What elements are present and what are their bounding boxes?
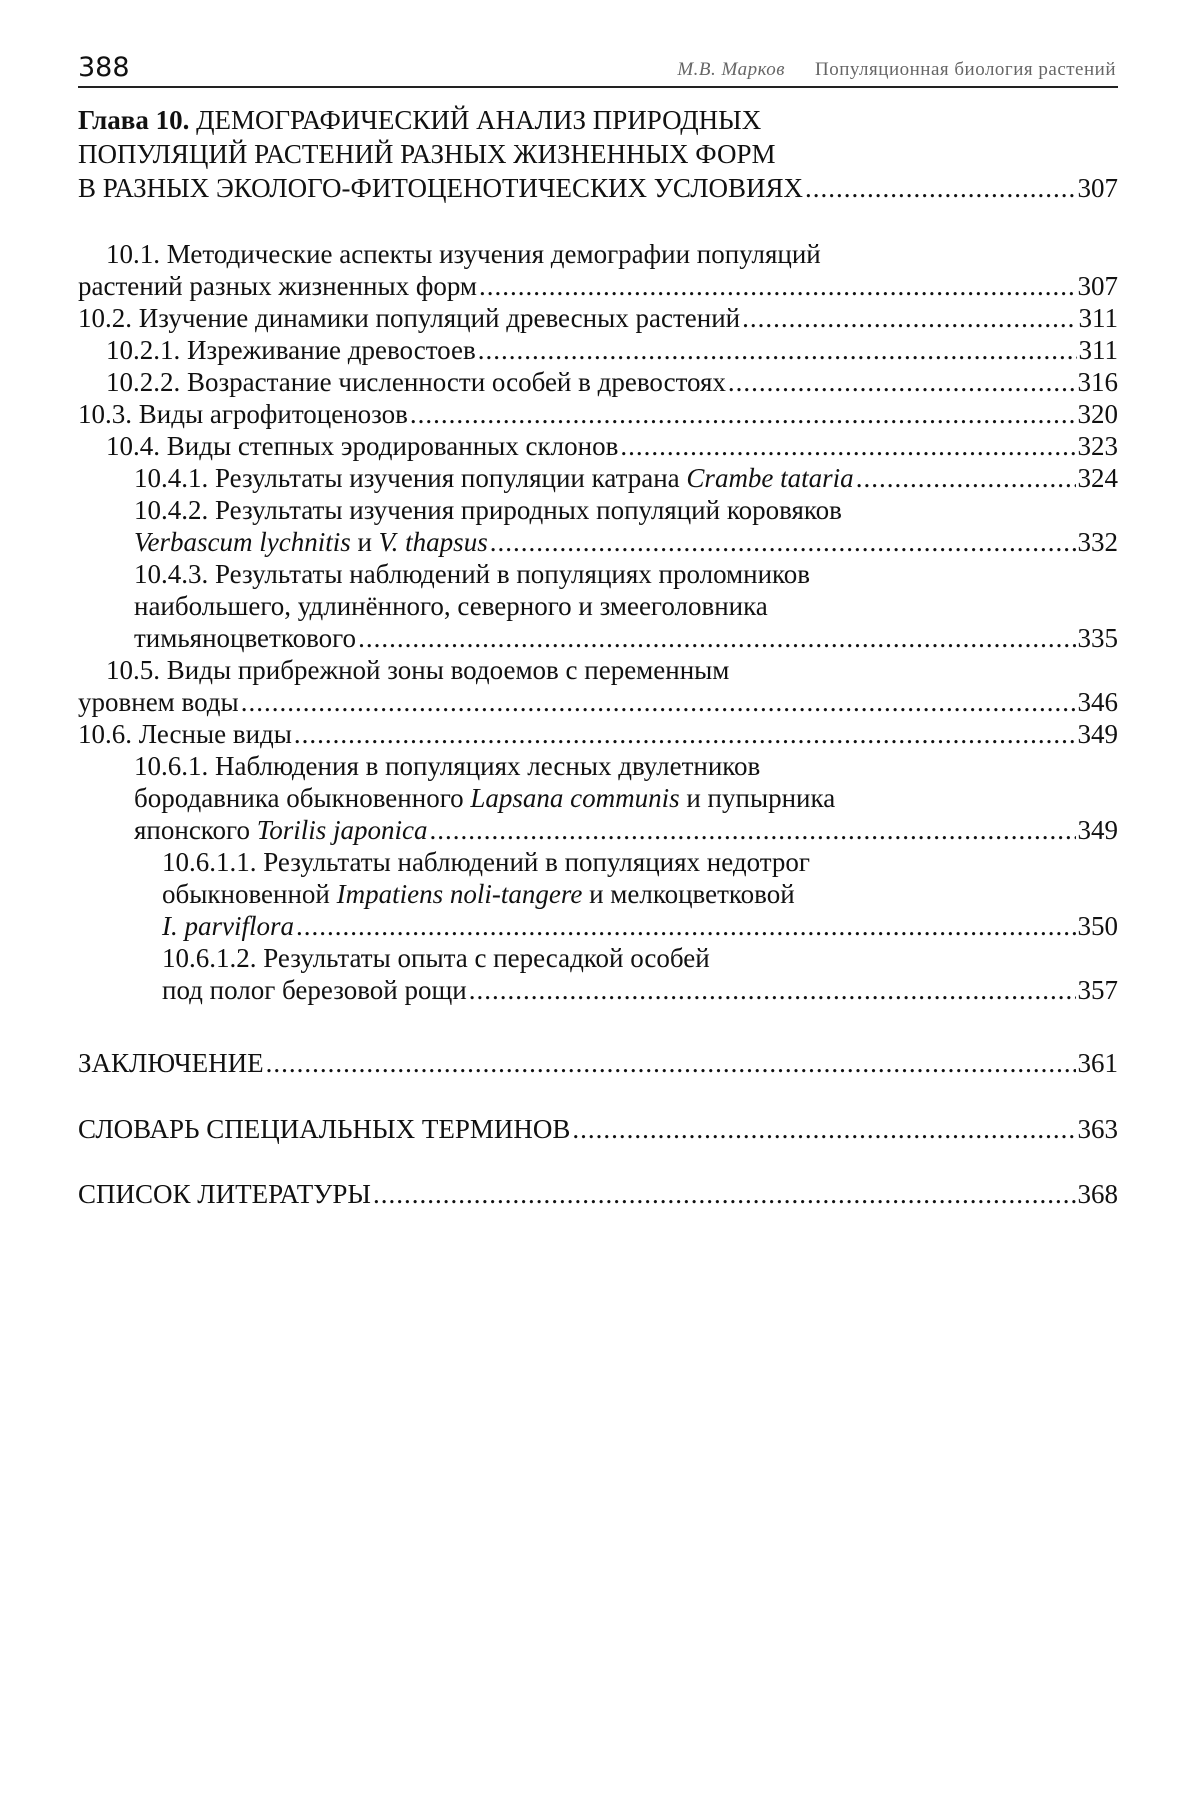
leader-dots — [572, 1113, 1075, 1145]
glossary-entry — [78, 1113, 1118, 1145]
section-10-6-1-text-c: японского — [134, 815, 257, 845]
chapter-10-line3 — [78, 172, 1118, 204]
section-10-6-1-text-b: и пупырника — [680, 783, 836, 813]
section-10-6-1-1-text-a: обыкновенной — [162, 879, 337, 909]
section-10-2-2 — [106, 366, 1118, 398]
section-10-6-1-1-text-b: и мелкоцветковой — [582, 879, 794, 909]
section-10-2 — [78, 302, 1118, 334]
section-10-3-page: 320 — [1078, 398, 1119, 430]
section-10-4-2-page: 332 — [1078, 526, 1119, 558]
leader-dots — [430, 814, 1076, 846]
section-10-6-1-2-line2 — [162, 974, 1118, 1006]
conjunction: и — [351, 527, 379, 557]
leader-dots — [478, 334, 1077, 366]
references-page: 368 — [1078, 1178, 1119, 1210]
section-10-3-title: 10.3. Виды агрофитоценозов — [78, 398, 408, 430]
references-title: СПИСОК ЛИТЕРАТУРЫ — [78, 1178, 371, 1210]
section-10-3 — [78, 398, 1118, 430]
species-lapsana-communis: Lapsana communis — [470, 783, 679, 813]
section-10-1-line1: 10.1. Методические аспекты изучения демографии популяций — [106, 238, 821, 270]
leader-dots — [410, 398, 1076, 430]
section-10-1-title-end: растений разных жизненных форм — [78, 270, 477, 302]
leader-dots — [266, 1047, 1076, 1079]
section-10-6-1-text-a: бородавника обыкновенного — [134, 783, 470, 813]
section-10-5-title-end: уровнем воды — [78, 686, 239, 718]
header-rule — [78, 86, 1118, 88]
header-title — [677, 58, 1116, 82]
section-10-6-1-2-line1: 10.6.1.2. Результаты опыта с пересадкой особей — [162, 942, 710, 974]
section-10-5-line1: 10.5. Виды прибрежной зоны водоемов с переменным — [106, 654, 729, 686]
section-10-6-title: 10.6. Лесные виды — [78, 718, 292, 750]
leader-dots — [479, 270, 1075, 302]
chapter-10-title-line2: ПОПУЛЯЦИЙ РАСТЕНИЙ РАЗНЫХ ЖИЗНЕННЫХ ФОРМ — [78, 138, 775, 170]
leader-dots — [358, 622, 1075, 654]
species-i-parviflora: I. parviflora — [162, 911, 294, 941]
leader-dots — [469, 974, 1076, 1006]
section-10-6-1-title-end — [134, 814, 428, 846]
glossary-page: 363 — [1078, 1113, 1119, 1145]
species-crambe-tataria: Crambe tataria — [686, 463, 853, 493]
chapter-10-title-line1: ДЕМОГРАФИЧЕСКИЙ АНАЛИЗ ПРИРОДНЫХ — [196, 105, 761, 135]
section-10-6-1-1-title-end — [162, 910, 294, 942]
section-10-2-1 — [106, 334, 1118, 366]
leader-dots — [620, 430, 1075, 462]
species-verbascum-lychnitis: Verbascum lychnitis — [134, 527, 351, 557]
leader-dots — [805, 172, 1075, 204]
leader-dots — [490, 526, 1076, 558]
section-10-2-2-page: 316 — [1078, 366, 1119, 398]
conclusion-page: 361 — [1078, 1047, 1119, 1079]
section-10-6-1-2-page: 357 — [1078, 974, 1119, 1006]
section-10-4-2-line2 — [134, 526, 1118, 558]
section-10-2-title: 10.2. Изучение динамики популяций древесных растений — [78, 302, 740, 334]
chapter-10-line1 — [78, 104, 761, 136]
leader-dots — [728, 366, 1076, 398]
section-10-6-1-page: 349 — [1078, 814, 1119, 846]
conclusion-title: ЗАКЛЮЧЕНИЕ — [78, 1047, 264, 1079]
section-10-4-3-line2: наибольшего, удлинённого, северного и змееголовника — [134, 590, 768, 622]
section-10-6-1-2-title-end: под полог березовой рощи — [162, 974, 467, 1006]
chapter-10-label: Глава 10. — [78, 105, 189, 135]
section-10-6-page: 349 — [1078, 718, 1119, 750]
section-10-1-line2 — [78, 270, 1118, 302]
section-10-4-page: 323 — [1078, 430, 1119, 462]
leader-dots — [296, 910, 1076, 942]
section-10-5-page: 346 — [1078, 686, 1119, 718]
section-10-6-1-1-line3 — [162, 910, 1118, 942]
section-10-4-3-line3 — [134, 622, 1118, 654]
running-header — [78, 52, 1118, 84]
references-entry — [78, 1178, 1118, 1210]
leader-dots — [373, 1178, 1076, 1210]
species-impatiens-noli-tangere: Impatiens noli-tangere — [337, 879, 583, 909]
header-author: М.В. Марков — [677, 59, 785, 80]
section-10-6-1-line2 — [134, 782, 835, 814]
page-number: 388 — [78, 52, 130, 84]
section-10-4-2-species — [134, 526, 488, 558]
section-10-4-1-text: 10.4.1. Результаты изучения популяции катрана — [134, 463, 686, 493]
section-10-4 — [106, 430, 1118, 462]
section-10-6 — [78, 718, 1118, 750]
section-10-4-2-line1: 10.4.2. Результаты изучения природных популяций коровяков — [134, 494, 842, 526]
document-page — [0, 0, 1200, 1819]
species-v-thapsus: V. thapsus — [379, 527, 488, 557]
section-10-6-1-1-line2 — [162, 878, 795, 910]
leader-dots — [241, 686, 1076, 718]
header-book-title: Популяционная биология растений — [815, 59, 1116, 80]
section-10-4-1-page: 324 — [1078, 462, 1119, 494]
section-10-4-title: 10.4. Виды степных эродированных склонов — [106, 430, 618, 462]
section-10-6-1-line3 — [134, 814, 1118, 846]
leader-dots — [294, 718, 1076, 750]
section-10-2-2-title: 10.2.2. Возрастание численности особей в древостоях — [106, 366, 726, 398]
section-10-6-1-1-page: 350 — [1078, 910, 1119, 942]
section-10-4-3-line1: 10.4.3. Результаты наблюдений в популяциях проломников — [134, 558, 810, 590]
section-10-6-1-line1: 10.6.1. Наблюдения в популяциях лесных двулетников — [134, 750, 760, 782]
chapter-10-page: 307 — [1078, 172, 1119, 204]
section-10-4-1 — [134, 462, 1118, 494]
conclusion-entry — [78, 1047, 1118, 1079]
section-10-4-1-title — [134, 462, 854, 494]
glossary-title: СЛОВАРЬ СПЕЦИАЛЬНЫХ ТЕРМИНОВ — [78, 1113, 570, 1145]
species-torilis-japonica: Torilis japonica — [257, 815, 428, 845]
section-10-5-line2 — [78, 686, 1118, 718]
section-10-4-3-page: 335 — [1078, 622, 1119, 654]
section-10-2-1-page: 311 — [1079, 334, 1119, 366]
section-10-2-page: 311 — [1079, 302, 1119, 334]
leader-dots — [742, 302, 1076, 334]
section-10-1-page: 307 — [1078, 270, 1119, 302]
section-10-4-3-title-end: тимьяноцветкового — [134, 622, 356, 654]
leader-dots — [856, 462, 1076, 494]
section-10-6-1-1-line1: 10.6.1.1. Результаты наблюдений в популяциях недотрог — [162, 846, 810, 878]
chapter-10-title-line3: В РАЗНЫХ ЭКОЛОГО-ФИТОЦЕНОТИЧЕСКИХ УСЛОВИЯХ — [78, 172, 803, 204]
section-10-2-1-title: 10.2.1. Изреживание древостоев — [106, 334, 476, 366]
